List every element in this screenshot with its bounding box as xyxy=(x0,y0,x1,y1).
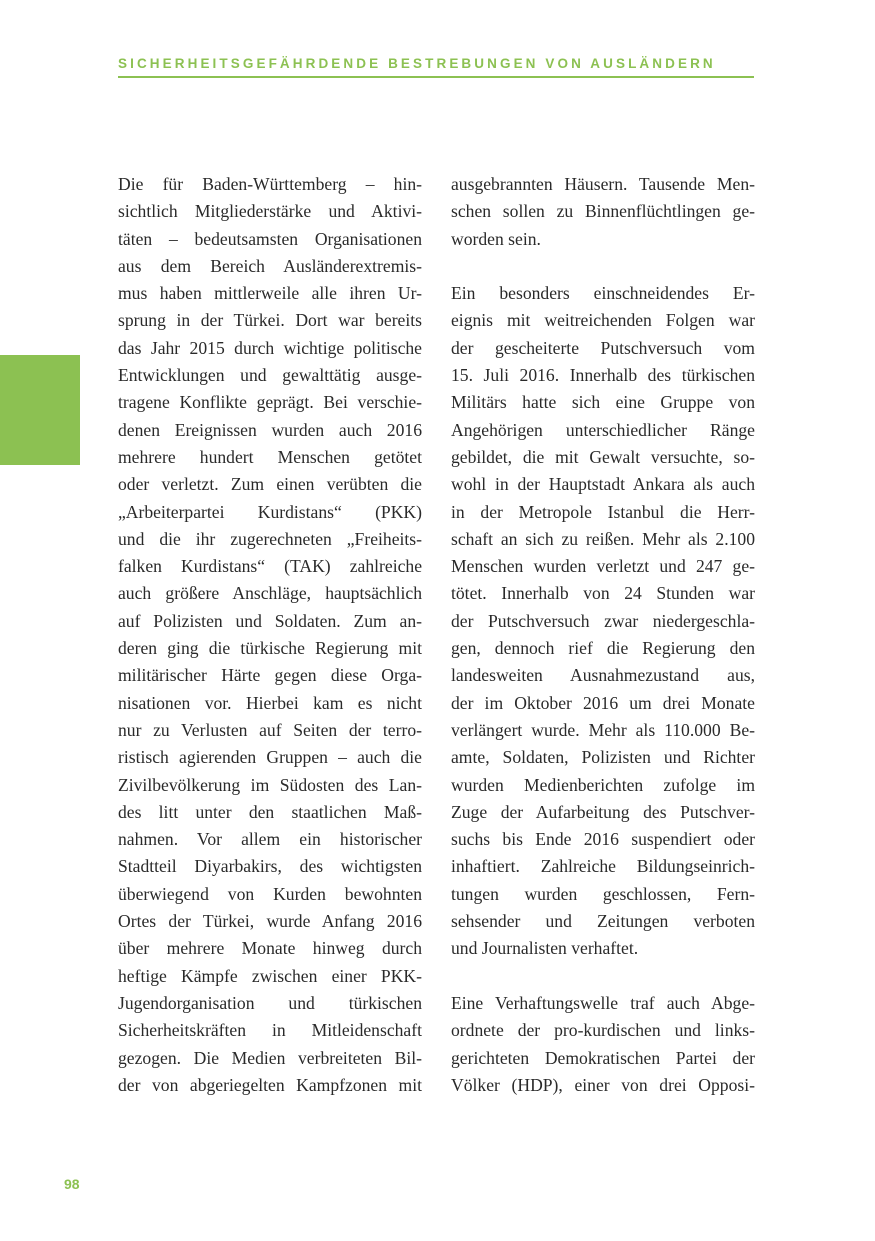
text-line: aus dem Bereich Ausländerextremis- xyxy=(118,255,422,276)
text-line: schaft an sich zu reißen. Mehr als 2.100 xyxy=(451,528,755,549)
text-line: des litt unter den staatlichen Maß- xyxy=(118,801,422,822)
text-line: denen Ereignissen wurden auch 2016 xyxy=(118,419,422,440)
text-column-right xyxy=(451,171,755,1099)
paragraph xyxy=(451,280,755,962)
paragraph xyxy=(118,171,422,1099)
text-line: ausgebrannten Häusern. Tausende Men- xyxy=(451,174,755,194)
text-line: das Jahr 2015 durch wichtige politische xyxy=(118,337,422,358)
text-line: und die ihr zugerechneten „Freiheits- xyxy=(118,528,422,549)
text-line: sichtlich Mitgliederstärke und Aktivi- xyxy=(118,201,422,222)
text-line: auch größere Anschläge, hauptsächlich xyxy=(118,583,422,604)
text-line: der im Oktober 2016 um drei Monate xyxy=(451,692,755,713)
text-line: Militärs hatte sich eine Gruppe von xyxy=(451,392,755,413)
text-line: Entwicklungen und gewalttätig ausge- xyxy=(118,365,422,386)
text-line: „Arbeiterpartei Kurdistans“ (PKK) xyxy=(118,501,422,522)
text-line: falken Kurdistans“ (TAK) zahlreiche xyxy=(118,556,422,577)
text-line: Angehörigen unterschiedlicher Ränge xyxy=(451,419,755,440)
text-line: mehrere hundert Menschen getötet xyxy=(118,446,422,467)
page-number: 98 xyxy=(64,1176,80,1192)
text-line: über mehrere Monate hinweg durch xyxy=(118,938,422,959)
header-rule xyxy=(118,76,754,78)
text-line: Menschen wurden verletzt und 247 ge- xyxy=(451,556,755,577)
text-line: eignis mit weitreichenden Folgen war xyxy=(451,310,755,331)
text-line: mus haben mittlerweile alle ihren Ur- xyxy=(118,283,422,304)
text-line: Ein besonders einschneidendes Er- xyxy=(451,283,755,304)
text-column-left xyxy=(118,171,422,1099)
text-line: nur zu Verlusten auf Seiten der terro- xyxy=(118,719,422,740)
chapter-side-tab xyxy=(0,355,80,465)
paragraph-gap xyxy=(451,253,755,280)
text-line: inhaftiert. Zahlreiche Bildungseinrich- xyxy=(451,856,755,877)
text-line: landesweiten Ausnahmezustand aus, xyxy=(451,665,755,686)
text-line: gebildet, die mit Gewalt versuchte, so- xyxy=(451,446,755,467)
text-line: suchs bis Ende 2016 suspendiert oder xyxy=(451,829,755,850)
text-line: gezogen. Die Medien verbreiteten Bil- xyxy=(118,1047,422,1068)
text-line: der Putschversuch zwar niedergeschla- xyxy=(451,610,755,631)
text-line: nisationen vor. Hierbei kam es nicht xyxy=(118,692,422,713)
text-line: Jugendorganisation und türkischen xyxy=(118,992,422,1013)
text-line: tragene Konflikte geprägt. Bei verschie- xyxy=(118,392,422,413)
text-line: gerichteten Demokratischen Partei der xyxy=(451,1047,755,1068)
text-line: amte, Soldaten, Polizisten und Richter xyxy=(451,747,755,768)
paragraph xyxy=(451,171,755,253)
text-line: und Journalisten verhaftet. xyxy=(451,938,639,959)
text-line: Ortes der Türkei, wurde Anfang 2016 xyxy=(118,911,422,932)
text-line: ristisch agierenden Gruppen – auch die xyxy=(118,747,422,768)
text-line: der von abgeriegelten Kampfzonen mit xyxy=(118,1074,422,1095)
text-line: Sicherheitskräften in Mitleidenschaft xyxy=(118,1020,422,1041)
paragraph xyxy=(451,990,755,1099)
text-line: tungen wurden geschlossen, Fern- xyxy=(451,883,755,904)
text-line: heftige Kämpfe zwischen einer PKK- xyxy=(118,965,422,986)
text-line: in der Metropole Istanbul die Herr- xyxy=(451,501,755,522)
text-line: worden sein. xyxy=(451,228,541,249)
paragraph-gap xyxy=(451,963,755,990)
text-line: 15. Juli 2016. Innerhalb des türkischen xyxy=(451,365,755,386)
text-line: nahmen. Vor allem ein historischer xyxy=(118,829,422,850)
text-line: auf Polizisten und Soldaten. Zum an- xyxy=(118,610,422,631)
text-line: verlängert wurde. Mehr als 110.000 Be- xyxy=(451,719,755,740)
text-line: gen, dennoch rief die Regierung den xyxy=(451,638,755,659)
text-line: militärischer Härte gegen diese Orga- xyxy=(118,665,422,686)
text-line: sprung in der Türkei. Dort war bereits xyxy=(118,310,422,331)
text-line: Völker (HDP), einer von drei Opposi- xyxy=(451,1074,755,1095)
text-line: wurden Medienberichten zufolge im xyxy=(451,774,755,795)
text-line: Zuge der Aufarbeitung des Putschver- xyxy=(451,801,755,822)
text-line: tötet. Innerhalb von 24 Stunden war xyxy=(451,583,755,604)
text-line: ordnete der pro-kurdischen und links- xyxy=(451,1020,755,1041)
text-line: schen sollen zu Binnenflüchtlingen ge- xyxy=(451,201,755,222)
text-line: Zivilbevölkerung im Südosten des Lan- xyxy=(118,774,422,795)
text-line: Die für Baden-Württemberg – hin- xyxy=(118,174,422,194)
text-line: Eine Verhaftungswelle traf auch Abge- xyxy=(451,992,755,1013)
text-line: Stadtteil Diyarbakirs, des wichtigsten xyxy=(118,856,422,877)
text-line: wohl in der Hauptstadt Ankara als auch xyxy=(451,474,755,495)
text-line: überwiegend von Kurden bewohnten xyxy=(118,883,422,904)
text-line: der gescheiterte Putschversuch vom xyxy=(451,337,755,358)
text-line: deren ging die türkische Regierung mit xyxy=(118,638,422,659)
running-header: SICHERHEITSGEFÄHRDENDE BESTREBUNGEN VON AUSLÄNDERN xyxy=(118,56,716,71)
text-line: oder verletzt. Zum einen verübten die xyxy=(118,474,422,495)
text-line: täten – bedeutsamsten Organisationen xyxy=(118,228,422,249)
text-line: sehsender und Zeitungen verboten xyxy=(451,911,755,932)
